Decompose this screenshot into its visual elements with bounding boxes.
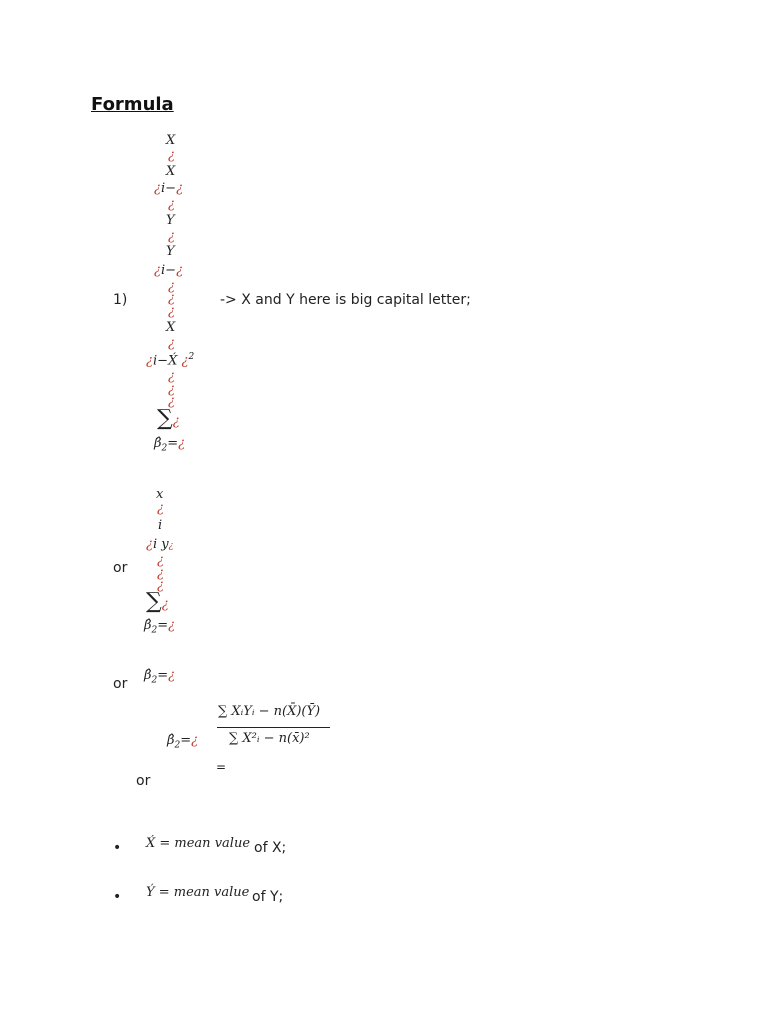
or-label: or: [113, 560, 128, 576]
item-note: -> X and Y here is big capital letter;: [220, 292, 471, 308]
sum-row: ∑¿: [157, 406, 180, 431]
definition-text: of X;: [254, 840, 287, 856]
bullet-icon: •: [113, 889, 122, 905]
missing-glyph: ¿: [168, 369, 175, 384]
equals-sign: =: [216, 760, 227, 774]
beta-hat-row: $\betâ_2=¿$: [154, 436, 186, 454]
fraction-numerator: ∑ XᵢYᵢ − n(X̄)(Ȳ): [218, 704, 321, 719]
missing-glyph: ¿: [168, 148, 175, 163]
missing-glyph: ¿: [168, 229, 175, 244]
var-y: Y: [166, 244, 175, 259]
missing-glyph: ¿: [157, 566, 164, 581]
missing-glyph: ¿: [168, 382, 175, 397]
definition-formula: X́ = mean value: [146, 836, 251, 851]
missing-glyph: ¿: [157, 578, 164, 593]
bullet-icon: •: [113, 840, 122, 856]
term-row-squared: ¿i−X́ ¿$^2$: [146, 352, 195, 369]
fraction-denominator: ∑ X²ᵢ − n(x̄)²: [229, 731, 310, 746]
missing-glyph: ¿: [168, 336, 175, 351]
missing-glyph: ¿: [168, 394, 175, 409]
var-i: i: [158, 518, 163, 533]
beta-hat-row: $\betâ_2=¿$: [144, 668, 176, 686]
or-label: or: [136, 773, 151, 789]
or-label: or: [113, 676, 128, 692]
var-x: X: [166, 133, 176, 148]
missing-glyph: ¿: [157, 553, 164, 568]
var-x: X: [166, 164, 176, 179]
missing-glyph: ¿: [168, 304, 175, 319]
page-title: Formula: [91, 94, 174, 115]
missing-glyph: ¿: [168, 197, 175, 212]
missing-glyph: ¿: [168, 279, 175, 294]
sum-row: ∑¿: [146, 589, 169, 614]
term-row: ¿i y¿: [146, 537, 174, 552]
var-x-lower: x: [156, 487, 164, 502]
missing-glyph: ¿: [168, 291, 175, 306]
fraction-bar: [217, 727, 330, 728]
definition-text: of Y;: [252, 889, 284, 905]
var-y: Y: [166, 213, 175, 228]
term-row: ¿i−¿: [154, 263, 184, 278]
beta-hat-row: $\betâ_2=¿$: [167, 733, 199, 751]
var-x: X: [166, 320, 176, 335]
beta-hat-row: $\betâ_2=¿$: [144, 618, 176, 636]
term-row: ¿i−¿: [154, 181, 184, 196]
definition-formula: Ý = mean value: [146, 885, 250, 900]
missing-glyph: ¿: [157, 501, 164, 516]
item-number: 1): [113, 292, 128, 308]
